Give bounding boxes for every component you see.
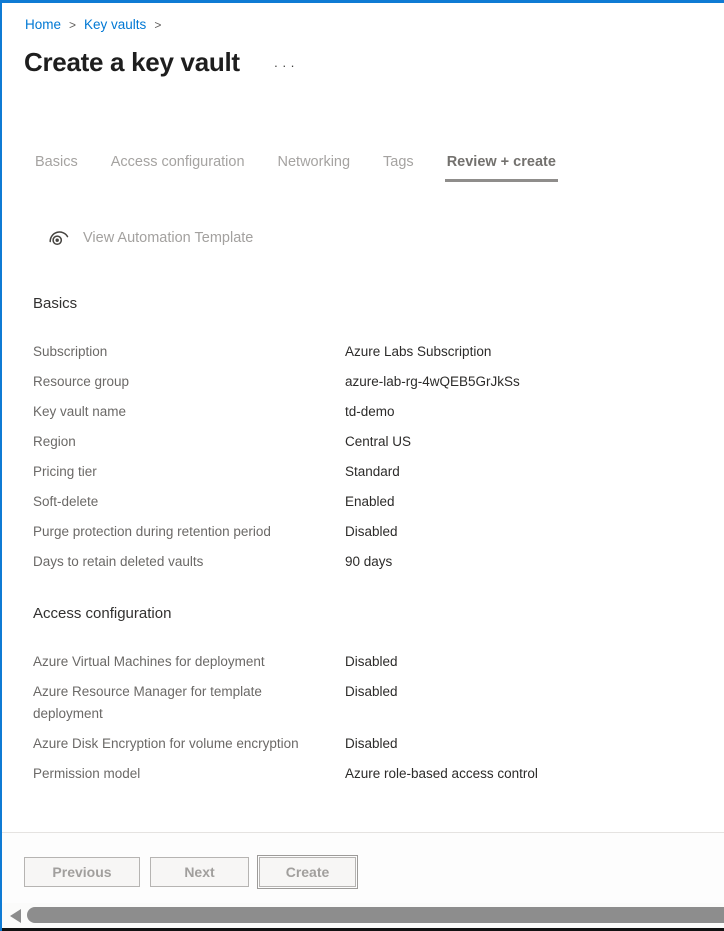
section-heading-basics: Basics xyxy=(33,295,78,312)
view-automation-template-label: View Automation Template xyxy=(83,229,254,246)
review-row-subscription xyxy=(2,341,724,363)
tab-review-create[interactable]: Review + create xyxy=(445,154,558,182)
row-value: td-demo xyxy=(345,404,395,419)
tab-bar xyxy=(33,154,724,182)
review-row-disk-encryption xyxy=(2,733,724,755)
more-menu-button[interactable]: ··· xyxy=(274,53,299,71)
row-value: azure-lab-rg-4wQEB5GrJkSs xyxy=(345,374,520,389)
row-value: Standard xyxy=(345,464,400,479)
row-value: Disabled xyxy=(345,684,398,699)
basics-review-list xyxy=(2,341,724,573)
review-row-key-vault-name xyxy=(2,401,724,423)
review-row-vm-deployment xyxy=(2,651,724,673)
tab-basics[interactable]: Basics xyxy=(35,154,78,170)
review-row-pricing-tier xyxy=(2,461,724,483)
review-row-purge-protection xyxy=(2,521,724,543)
breadcrumb-separator-icon: > xyxy=(69,17,77,32)
row-value: Central US xyxy=(345,434,412,449)
row-label: Purge protection during retention period xyxy=(33,524,271,539)
row-value: Disabled xyxy=(345,736,398,751)
access-configuration-review-list xyxy=(2,651,724,785)
tab-access-configuration[interactable]: Access configuration xyxy=(110,154,245,170)
row-label: Soft-delete xyxy=(33,494,99,509)
section-heading-access-configuration: Access configuration xyxy=(33,605,172,622)
row-label: Subscription xyxy=(33,344,108,359)
row-label: Pricing tier xyxy=(33,464,97,479)
row-value: Enabled xyxy=(345,494,395,509)
horizontal-scrollbar[interactable] xyxy=(2,903,724,931)
next-button[interactable]: Next xyxy=(150,857,249,887)
review-row-permission-model xyxy=(2,763,724,785)
row-label: Azure Virtual Machines for deployment xyxy=(33,654,265,669)
row-label: Days to retain deleted vaults xyxy=(33,554,204,569)
breadcrumb-separator-icon: > xyxy=(154,17,162,32)
row-label: Azure Resource Manager for template deployment xyxy=(33,684,262,721)
row-label: Region xyxy=(33,434,76,449)
row-label: Permission model xyxy=(33,766,141,781)
review-row-soft-delete xyxy=(2,491,724,513)
row-label: Key vault name xyxy=(33,404,127,419)
scrollbar-thumb[interactable] xyxy=(27,907,724,923)
view-automation-template-link[interactable] xyxy=(48,228,253,247)
review-row-days-to-retain xyxy=(2,551,724,573)
row-value: Disabled xyxy=(345,654,398,669)
automation-eye-icon xyxy=(48,228,70,247)
footer-buttons xyxy=(2,833,724,903)
title-row xyxy=(24,44,724,80)
row-label: Resource group xyxy=(33,374,130,389)
page-title: Create a key vault xyxy=(24,47,240,77)
create-button[interactable]: Create xyxy=(259,857,356,887)
footer xyxy=(2,832,724,931)
row-value: Azure role-based access control xyxy=(345,766,538,781)
review-row-region xyxy=(2,431,724,453)
previous-button[interactable]: Previous xyxy=(24,857,140,887)
row-label: Azure Disk Encryption for volume encryption xyxy=(33,736,299,751)
scroll-left-arrow-icon[interactable] xyxy=(10,909,21,923)
tab-networking[interactable]: Networking xyxy=(277,154,351,170)
review-row-resource-group xyxy=(2,371,724,393)
breadcrumb xyxy=(2,3,724,32)
tab-tags[interactable]: Tags xyxy=(383,154,414,170)
review-row-arm-template-deployment xyxy=(2,681,724,725)
breadcrumb-key-vaults-link[interactable]: Key vaults xyxy=(84,17,147,32)
row-value: 90 days xyxy=(345,554,393,569)
row-value: Azure Labs Subscription xyxy=(345,344,492,359)
breadcrumb-home-link[interactable]: Home xyxy=(25,17,62,32)
row-value: Disabled xyxy=(345,524,398,539)
